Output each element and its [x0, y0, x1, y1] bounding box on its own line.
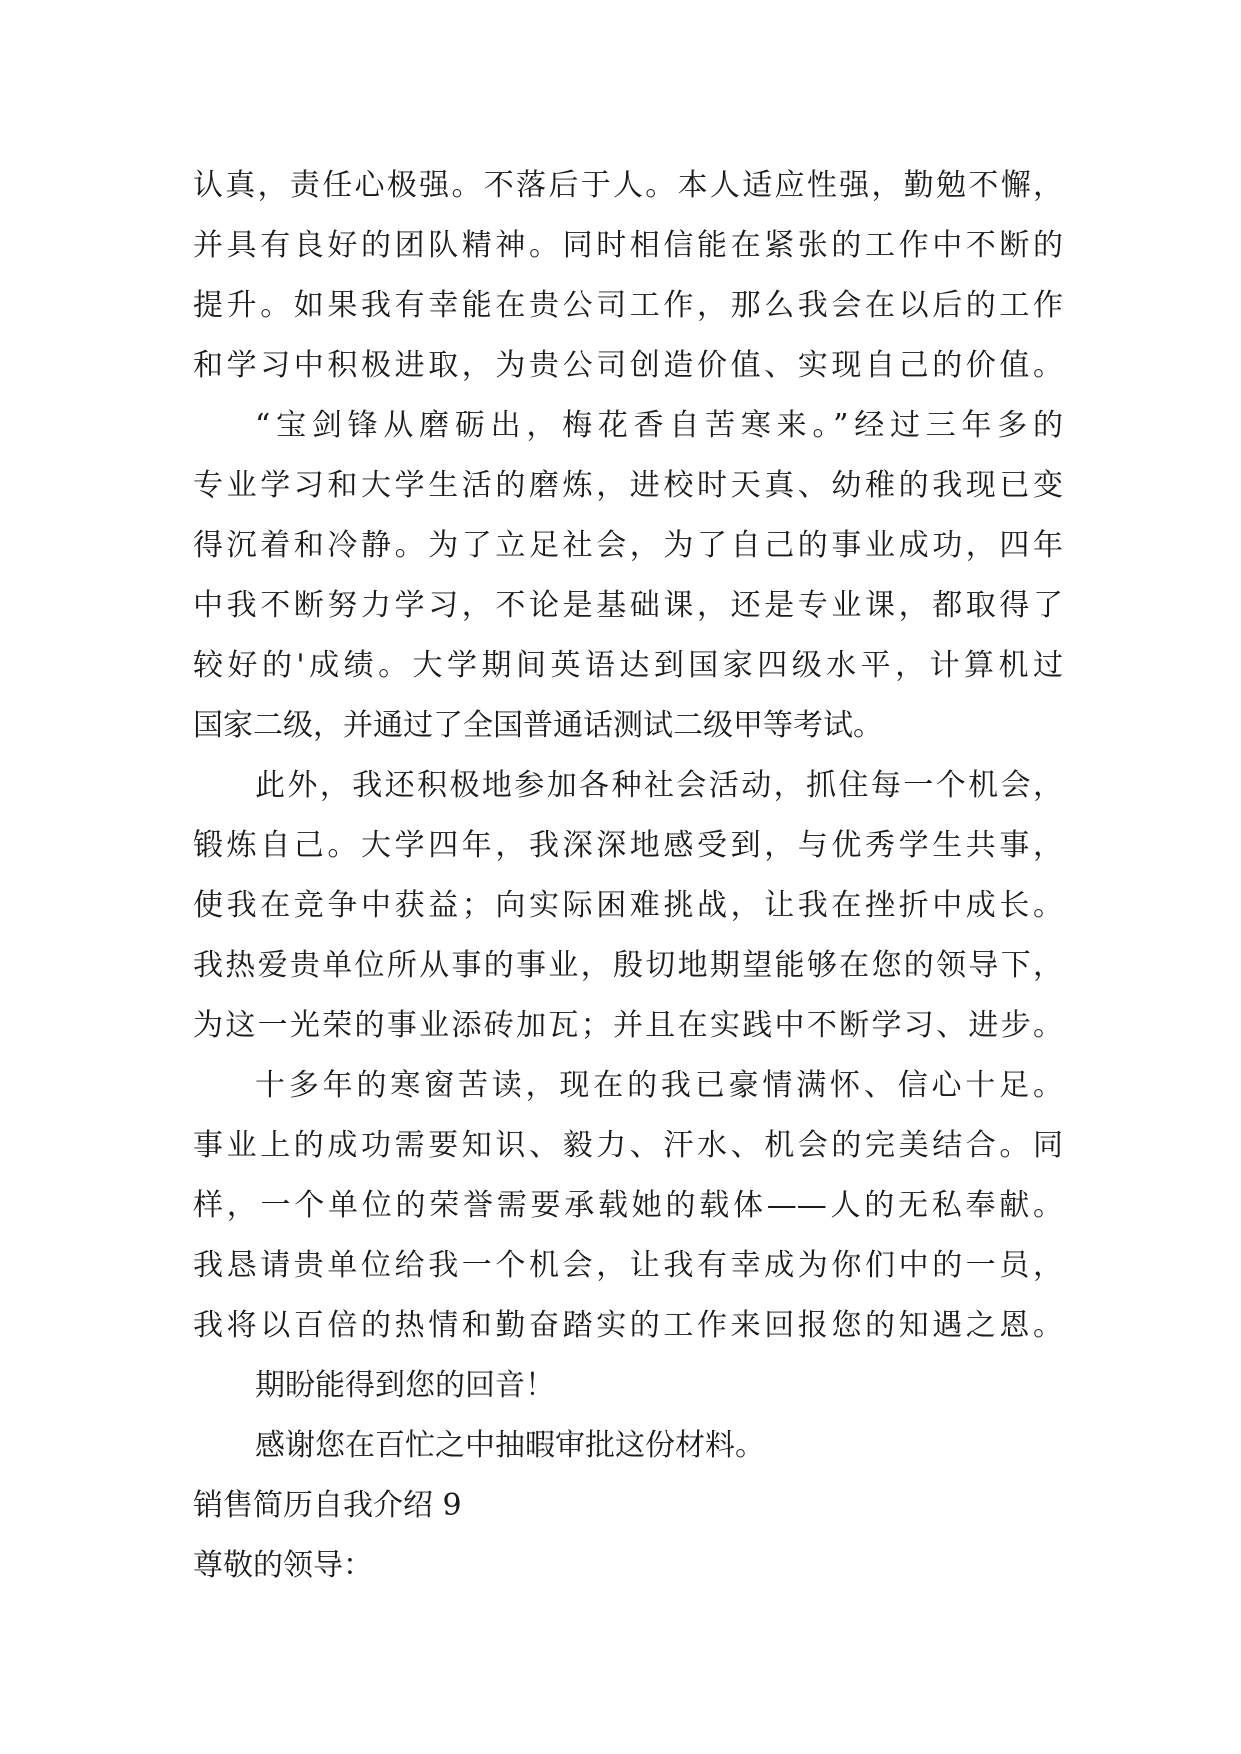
paragraph-line: 专业学习和大学生活的磨炼，进校时天真、幼稚的我现已变	[193, 468, 1063, 503]
paragraph-line: 中我不断努力学习，不论是基础课，还是专业课，都取得了	[193, 588, 1063, 623]
paragraph-line: 认真，责任心极强。不落后于人。本人适应性强，勤勉不懈，	[193, 168, 1063, 203]
paragraph-line: 为这一光荣的事业添砖加瓦；并且在实践中不断学习、进步。	[193, 1008, 1063, 1043]
paragraph-line: 较好的'成绩。大学期间英语达到国家四级水平，计算机过	[193, 648, 1063, 683]
paragraph-line: 样，一个单位的荣誉需要承载她的载体——人的无私奉献。	[193, 1188, 1063, 1223]
paragraph-line: 期盼能得到您的回音！	[255, 1368, 555, 1403]
paragraph-line: 十多年的寒窗苦读，现在的我已豪情满怀、信心十足。	[255, 1068, 1063, 1103]
paragraph-line: 国家二级，并通过了全国普通话测试二级甲等考试。	[193, 708, 883, 743]
paragraph-line: 提升。如果我有幸能在贵公司工作，那么我会在以后的工作	[193, 288, 1063, 323]
paragraph-line: 和学习中积极进取，为贵公司创造价值、实现自己的价值。	[193, 348, 1063, 383]
paragraph-line: 此外，我还积极地参加各种社会活动，抓住每一个机会，	[255, 768, 1063, 803]
paragraph-line: 并具有良好的团队精神。同时相信能在紧张的工作中不断的	[193, 228, 1063, 263]
paragraph-line: 我热爱贵单位所从事的事业，殷切地期望能够在您的领导下，	[193, 948, 1063, 983]
paragraph-line: 使我在竞争中获益；向实际困难挑战，让我在挫折中成长。	[193, 888, 1063, 923]
salutation: 尊敬的领导：	[193, 1548, 373, 1583]
paragraph-line: 事业上的成功需要知识、毅力、汗水、机会的完美结合。同	[193, 1128, 1063, 1163]
paragraph-line: 我将以百倍的热情和勤奋踏实的工作来回报您的知遇之恩。	[193, 1308, 1063, 1343]
paragraph-line: 得沉着和冷静。为了立足社会，为了自己的事业成功，四年	[193, 528, 1063, 563]
paragraph-line: 感谢您在百忙之中抽暇审批这份材料。	[255, 1428, 765, 1463]
paragraph-line: 我恳请贵单位给我一个机会，让我有幸成为你们中的一员，	[193, 1248, 1063, 1283]
paragraph-line: “宝剑锋从磨砺出，梅花香自苦寒来。”经过三年多的	[255, 408, 1063, 443]
section-heading: 销售简历自我介绍 9	[193, 1488, 462, 1523]
paragraph-line: 锻炼自己。大学四年，我深深地感受到，与优秀学生共事，	[193, 828, 1063, 863]
